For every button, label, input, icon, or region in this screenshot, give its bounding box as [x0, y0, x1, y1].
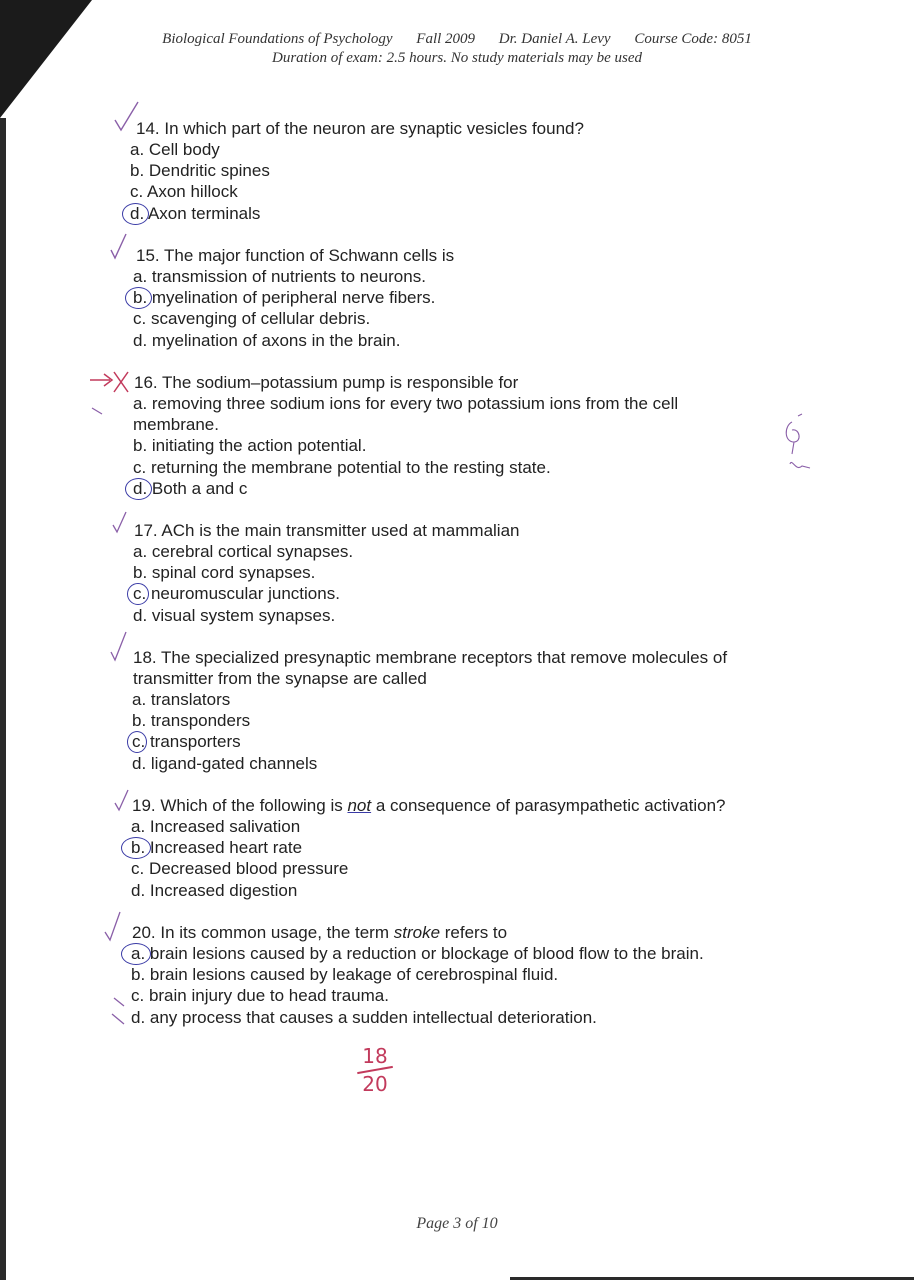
- question-20-options: [131, 943, 704, 1028]
- question-15-options: [133, 266, 435, 351]
- question-text: 17. ACh is the main transmitter used at mammalian: [134, 521, 520, 540]
- course-term: Fall 2009: [416, 31, 476, 47]
- check-mark-icon: [108, 232, 130, 262]
- score-fraction: [350, 1045, 400, 1095]
- question-19: [132, 795, 725, 816]
- option-b: b. Dendritic spines: [130, 161, 270, 181]
- option-b: b. transponders: [132, 711, 251, 731]
- option-d: d. myelination of axons in the brain.: [133, 330, 401, 350]
- score-total: 20: [362, 1071, 388, 1096]
- emphasis-not: not: [347, 796, 372, 815]
- option-d: d. ligand-gated channels: [132, 753, 318, 773]
- question-text: 20. In its common usage, the term stroke refers to: [132, 923, 508, 942]
- option-a: a. brain lesions caused by a reduction or blockage of blood flow to the brain.: [131, 943, 704, 964]
- option-a: a. Cell body: [130, 140, 220, 159]
- question-16: [134, 372, 518, 393]
- option-c: c. Axon hillock: [130, 182, 238, 202]
- option-c: c. scavenging of cellular debris.: [133, 309, 371, 329]
- option-d: d. Increased digestion: [131, 880, 298, 900]
- option-d: d. visual system synapses.: [133, 605, 336, 625]
- option-b: b. Increased heart rate: [131, 837, 348, 858]
- incorrect-mark-icon: [88, 370, 136, 420]
- question-19-options: [131, 816, 348, 901]
- question-text: 14. In which part of the neuron are synaptic vesicles found?: [136, 119, 584, 138]
- course-code: Course Code: 8051: [634, 31, 752, 47]
- margin-scribble-icon: [780, 412, 820, 482]
- page-number: Page 3 of 10: [416, 1215, 498, 1232]
- emphasis-stroke: stroke: [393, 923, 441, 942]
- answer-circle: [125, 478, 152, 500]
- question-text: 18. The specialized presynaptic membrane receptors that remove molecules of transmitter from the synapse are called: [133, 648, 728, 689]
- option-b: b. initiating the action potential.: [133, 436, 367, 456]
- check-mark-icon: [112, 788, 132, 814]
- option-a: a. transmission of nutrients to neurons.: [133, 267, 426, 286]
- option-b: b. myelination of peripheral nerve fibers.: [133, 287, 435, 308]
- option-c: c. returning the membrane potential to the resting state.: [133, 457, 551, 477]
- option-a: a. cerebral cortical synapses.: [133, 542, 354, 561]
- option-c: c. neuromuscular junctions.: [133, 583, 353, 604]
- question-text: 16. The sodium–potassium pump is responsible for: [134, 373, 519, 392]
- option-b: b. spinal cord synapses.: [133, 563, 316, 583]
- question-14-options: [130, 139, 270, 224]
- question-17-options: [133, 541, 353, 626]
- instructor-name: Dr. Daniel A. Levy: [498, 31, 611, 47]
- option-d: d. Axon terminals: [130, 203, 270, 224]
- option-b: b. brain lesions caused by leakage of cerebrospinal fluid.: [131, 965, 559, 985]
- question-18-options: [132, 689, 317, 774]
- question-20: [132, 922, 507, 943]
- question-14: [136, 118, 584, 139]
- check-mark-icon: [108, 630, 130, 664]
- question-text: 15. The major function of Schwann cells is: [136, 246, 455, 265]
- check-mark-icon: [110, 510, 130, 536]
- question-18: [133, 647, 783, 689]
- option-a: a. removing three sodium ions for every two potassium ions from the cell membrane.: [133, 394, 679, 435]
- answer-circle: [122, 203, 149, 225]
- answer-circle: [121, 943, 151, 965]
- option-d: d. any process that causes a sudden intellectual deterioration.: [131, 1007, 597, 1027]
- check-mark-icon: [102, 910, 126, 944]
- tick-marks-icon: [110, 992, 134, 1032]
- course-title: Biological Foundations of Psychology: [162, 31, 393, 47]
- question-15: [136, 245, 454, 266]
- exam-duration: Duration of exam: 2.5 hours. No study materials may be used: [272, 50, 642, 66]
- question-17: [134, 520, 520, 541]
- question-16-options: [133, 393, 733, 499]
- option-a: a. translators: [132, 690, 231, 709]
- option-c: c. Decreased blood pressure: [131, 859, 349, 879]
- option-a: a. Increased salivation: [131, 817, 301, 836]
- option-c: c. transporters: [132, 731, 317, 752]
- option-c: c. brain injury due to head trauma.: [131, 986, 389, 1006]
- score-earned: 18: [362, 1044, 388, 1068]
- question-text: 19. Which of the following is not a consequence of parasympathetic activation?: [132, 796, 726, 815]
- option-d: d. Both a and c: [133, 478, 733, 499]
